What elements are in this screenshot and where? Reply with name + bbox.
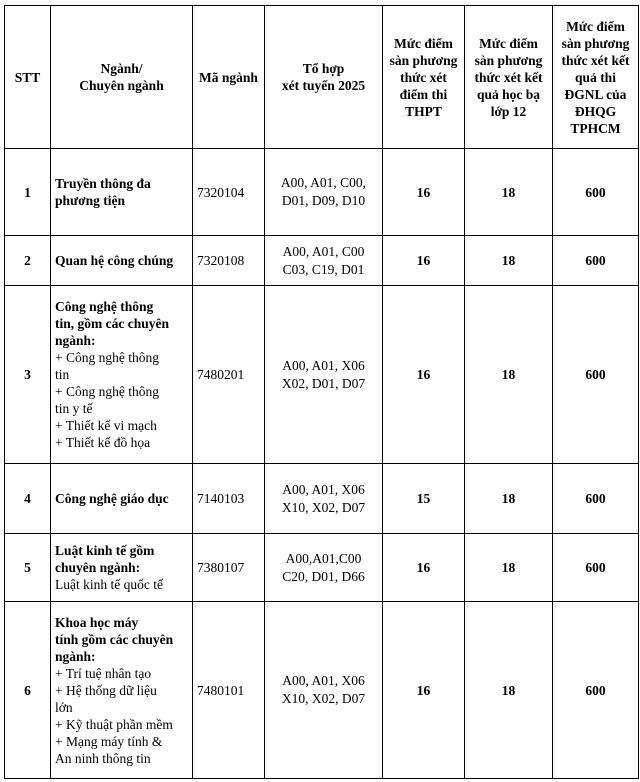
header-code: Mã ngành bbox=[193, 6, 265, 149]
combo-line: A00, A01, X06 bbox=[282, 673, 365, 688]
major-title-line: Luật kinh tế gồm bbox=[55, 543, 155, 558]
header-hocba-line: thức xét kết bbox=[474, 69, 543, 85]
combo-line: A00,A01,C00 bbox=[285, 550, 362, 566]
row-major-name bbox=[51, 464, 193, 534]
major-title-line: Truyền thông đa bbox=[55, 176, 151, 191]
row-score-thpt: 16 bbox=[383, 149, 465, 236]
table-row bbox=[5, 236, 639, 286]
row-combo bbox=[265, 149, 383, 236]
row-stt: 3 bbox=[5, 286, 51, 464]
specialization-line: + Mạng máy tính & bbox=[55, 733, 163, 749]
specialization-line: An ninh thông tin bbox=[55, 750, 151, 766]
row-score-dgnl: 600 bbox=[553, 534, 639, 602]
header-dgnl bbox=[553, 6, 639, 149]
header-combo-line: xét tuyển 2025 bbox=[281, 78, 366, 93]
specialization-line: + Thiết kế vi mạch bbox=[55, 418, 157, 433]
combo-line: A00, A01, C00, bbox=[280, 175, 367, 190]
row-score-hocba: 18 bbox=[465, 602, 553, 779]
row-combo bbox=[265, 534, 383, 602]
row-major-code: 7380107 bbox=[193, 534, 265, 602]
combo-line: A00, A01, X06 bbox=[282, 357, 365, 373]
header-dgnl-line: TPHCM bbox=[570, 120, 621, 136]
specialization-line: + Công nghệ thông bbox=[55, 350, 159, 365]
row-score-thpt: 15 bbox=[383, 464, 465, 534]
header-thpt-line: sàn phương bbox=[389, 52, 458, 68]
row-score-dgnl: 600 bbox=[553, 236, 639, 286]
row-score-hocba: 18 bbox=[465, 534, 553, 602]
header-thpt-line: Mức điểm bbox=[394, 35, 453, 51]
row-score-thpt: 16 bbox=[383, 286, 465, 464]
row-score-thpt: 16 bbox=[383, 534, 465, 602]
table-row bbox=[5, 286, 639, 464]
row-score-thpt: 16 bbox=[383, 236, 465, 286]
header-row bbox=[5, 6, 639, 149]
header-thpt bbox=[383, 6, 465, 149]
header-combo-line: Tổ hợp bbox=[302, 61, 345, 76]
header-hocba-line: quả học bạ bbox=[476, 86, 541, 102]
specialization-line: + Hệ thống dữ liệu bbox=[55, 682, 157, 698]
header-dgnl-line: Mức điểm bbox=[566, 18, 625, 34]
header-major bbox=[51, 6, 193, 149]
specialization-line: + Kỹ thuật phần mềm bbox=[55, 716, 173, 732]
row-major-code: 7320104 bbox=[193, 149, 265, 236]
row-major-name bbox=[51, 602, 193, 779]
combo-line: C20, D01, D66 bbox=[282, 568, 365, 584]
header-hocba bbox=[465, 6, 553, 149]
combo-line: X10, X02, D07 bbox=[281, 499, 366, 515]
combo-line: X02, D01, D07 bbox=[281, 375, 366, 391]
table-row bbox=[5, 149, 639, 236]
specialization-line: tin y tế bbox=[55, 401, 93, 416]
combo-line: A00, A01, X06 bbox=[282, 481, 365, 497]
row-score-dgnl: 600 bbox=[553, 464, 639, 534]
combo-line: X10, X02, D07 bbox=[281, 691, 366, 706]
header-hocba-line: sàn phương bbox=[474, 52, 543, 68]
row-score-dgnl: 600 bbox=[553, 149, 639, 236]
table-row bbox=[5, 464, 639, 534]
row-stt: 4 bbox=[5, 464, 51, 534]
major-title-line: tin, gồm các chuyên bbox=[55, 316, 169, 331]
specialization-line: + Trí tuệ nhân tạo bbox=[55, 665, 152, 681]
row-combo bbox=[265, 286, 383, 464]
row-combo bbox=[265, 602, 383, 779]
admission-score-table bbox=[4, 5, 639, 779]
combo-line: D01, D09, D10 bbox=[281, 193, 366, 208]
specialization-line: Luật kinh tế quốc tế bbox=[55, 577, 163, 592]
major-title-line: chuyên ngành: bbox=[55, 560, 141, 575]
row-major-code: 7480101 bbox=[193, 602, 265, 779]
row-major-code: 7140103 bbox=[193, 464, 265, 534]
row-score-dgnl: 600 bbox=[553, 286, 639, 464]
header-hocba-line: lớp 12 bbox=[490, 103, 527, 119]
row-major-name bbox=[51, 286, 193, 464]
row-score-hocba: 18 bbox=[465, 464, 553, 534]
major-title-line: phương tiện bbox=[55, 193, 125, 208]
major-title-line: ngành: bbox=[55, 333, 96, 348]
row-major-name bbox=[51, 149, 193, 236]
header-hocba-line: Mức điểm bbox=[479, 35, 538, 51]
row-combo bbox=[265, 236, 383, 286]
combo-line: A00, A01, C00 bbox=[282, 243, 365, 259]
major-title-line: Quan hệ công chúng bbox=[55, 253, 174, 268]
header-thpt-line: điểm thi bbox=[399, 86, 448, 102]
major-title-line: tính gồm các chuyên bbox=[55, 631, 174, 647]
specialization-line: tin bbox=[55, 367, 70, 382]
specialization-line: lớn bbox=[55, 699, 73, 715]
header-thpt-line: thức xét bbox=[400, 69, 447, 85]
row-major-name bbox=[51, 534, 193, 602]
header-dgnl-line: sàn phương bbox=[561, 35, 630, 51]
header-thpt-line: THPT bbox=[405, 103, 442, 119]
row-major-code: 7480201 bbox=[193, 286, 265, 464]
header-dgnl-line: quả thi bbox=[575, 69, 616, 85]
header-major-line: Ngành/ bbox=[100, 61, 143, 76]
row-score-hocba: 18 bbox=[465, 236, 553, 286]
row-stt: 6 bbox=[5, 602, 51, 779]
row-score-hocba: 18 bbox=[465, 149, 553, 236]
header-dgnl-line: ĐHQG bbox=[574, 103, 617, 119]
row-stt: 2 bbox=[5, 236, 51, 286]
major-title-line: Công nghệ thông bbox=[55, 299, 154, 314]
row-score-thpt: 16 bbox=[383, 602, 465, 779]
row-major-code: 7320108 bbox=[193, 236, 265, 286]
row-score-hocba: 18 bbox=[465, 286, 553, 464]
row-stt: 1 bbox=[5, 149, 51, 236]
row-combo bbox=[265, 464, 383, 534]
header-major-line: Chuyên ngành bbox=[79, 78, 164, 93]
header-dgnl-line: thức xét kết bbox=[561, 52, 630, 68]
header-dgnl-line: ĐGNL của bbox=[564, 86, 627, 102]
row-stt: 5 bbox=[5, 534, 51, 602]
major-title-line: Khoa học máy bbox=[55, 614, 139, 630]
table-row bbox=[5, 534, 639, 602]
combo-line: C03, C19, D01 bbox=[282, 261, 365, 277]
major-title-line: ngành: bbox=[55, 648, 96, 664]
row-major-name bbox=[51, 236, 193, 286]
table-row bbox=[5, 602, 639, 779]
major-title-line: Công nghệ giáo dục bbox=[55, 491, 169, 506]
specialization-line: + Thiết kế đồ họa bbox=[55, 435, 151, 450]
row-score-dgnl: 600 bbox=[553, 602, 639, 779]
header-combo bbox=[265, 6, 383, 149]
header-stt: STT bbox=[5, 6, 51, 149]
specialization-line: + Công nghệ thông bbox=[55, 384, 159, 399]
